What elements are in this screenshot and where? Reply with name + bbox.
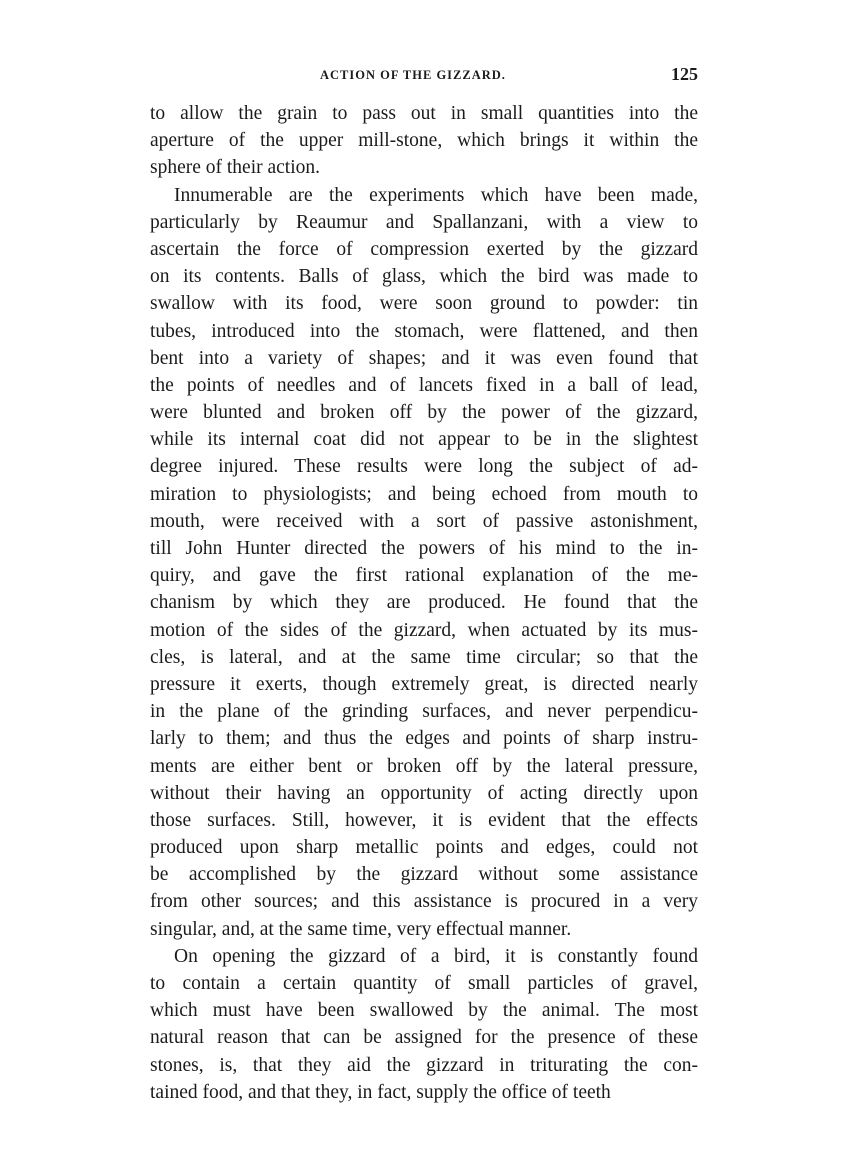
text-line: till John Hunter directed the powers of his mind to the in- [150,538,698,559]
paragraph [150,100,698,182]
text-line: swallow with its food, were soon ground to powder: tin [150,293,698,315]
text-line: ments are either bent or broken off by the lateral pressure, [150,755,698,777]
text-line: sphere of their action. [150,157,321,179]
text-line: were blunted and broken off by the power of the gizzard, [150,402,698,424]
text-line: quiry, and gave the first rational explanation of the me- [150,565,698,587]
text-line: without their having an opportunity of acting directly upon [150,782,698,804]
text-line: aperture of the upper mill-stone, which brings it within the [150,130,698,152]
page-header [150,64,698,88]
text-line: from other sources; and this assistance is procured in a very [150,891,698,913]
paragraph [150,182,698,943]
text-line: stones, is, that they aid the gizzard in triturating the con- [150,1054,698,1076]
text-line: natural reason that can be assigned for the presence of these [150,1027,698,1049]
paragraph [150,943,698,1106]
body-text [150,100,698,1106]
text-line: Innumerable are the experiments which have been made, [174,184,698,206]
text-line: on its contents. Balls of glass, which the bird was made to [150,266,698,288]
text-line: tained food, and that they, in fact, supply the office of teeth [150,1081,611,1103]
text-line: ascertain the force of compression exerted by the gizzard [150,238,698,260]
text-line: motion of the sides of the gizzard, when actuated by its mus- [150,619,698,641]
text-line: cles, is lateral, and at the same time circular; so that the [150,646,698,668]
text-line: On opening the gizzard of a bird, it is constantly found [174,945,698,967]
text-line: the points of needles and of lancets fixed in a ball of lead, [150,374,698,396]
text-line: particularly by Reaumur and Spallanzani, with a view to [150,211,698,233]
text-line: pressure it exerts, though extremely great, is directed nearly [150,673,698,695]
text-line: to contain a certain quantity of small particles of gravel, [150,973,698,994]
text-line: mouth, were received with a sort of passive astonishment, [150,510,698,532]
text-line: miration to physiologists; and being echoed from mouth to [150,483,698,505]
text-line: tubes, introduced into the stomach, were flattened, and then [150,320,698,342]
text-line: singular, and, at the same time, very effectual manner. [150,918,572,940]
text-line: to allow the grain to pass out in small quantities into the [150,103,698,124]
text-line: larly to them; and thus the edges and points of sharp instru- [150,728,698,750]
text-line: while its internal coat did not appear to be in the slightest [150,429,698,451]
text-line: in the plane of the grinding surfaces, and never perpendicu- [150,701,698,723]
text-line: those surfaces. Still, however, it is evident that the effects [150,809,698,831]
text-line: which must have been swallowed by the animal. The most [150,1000,698,1022]
text-line: degree injured. These results were long the subject of ad- [150,456,698,478]
text-line: be accomplished by the gizzard without some assistance [150,864,698,886]
text-line: produced upon sharp metallic points and edges, could not [150,837,698,859]
running-head: ACTION OF THE GIZZARD. [320,68,506,82]
text-line: chanism by which they are produced. He found that the [150,592,698,614]
page-number: 125 [671,64,698,84]
text-line: bent into a variety of shapes; and it was even found that [150,347,698,369]
